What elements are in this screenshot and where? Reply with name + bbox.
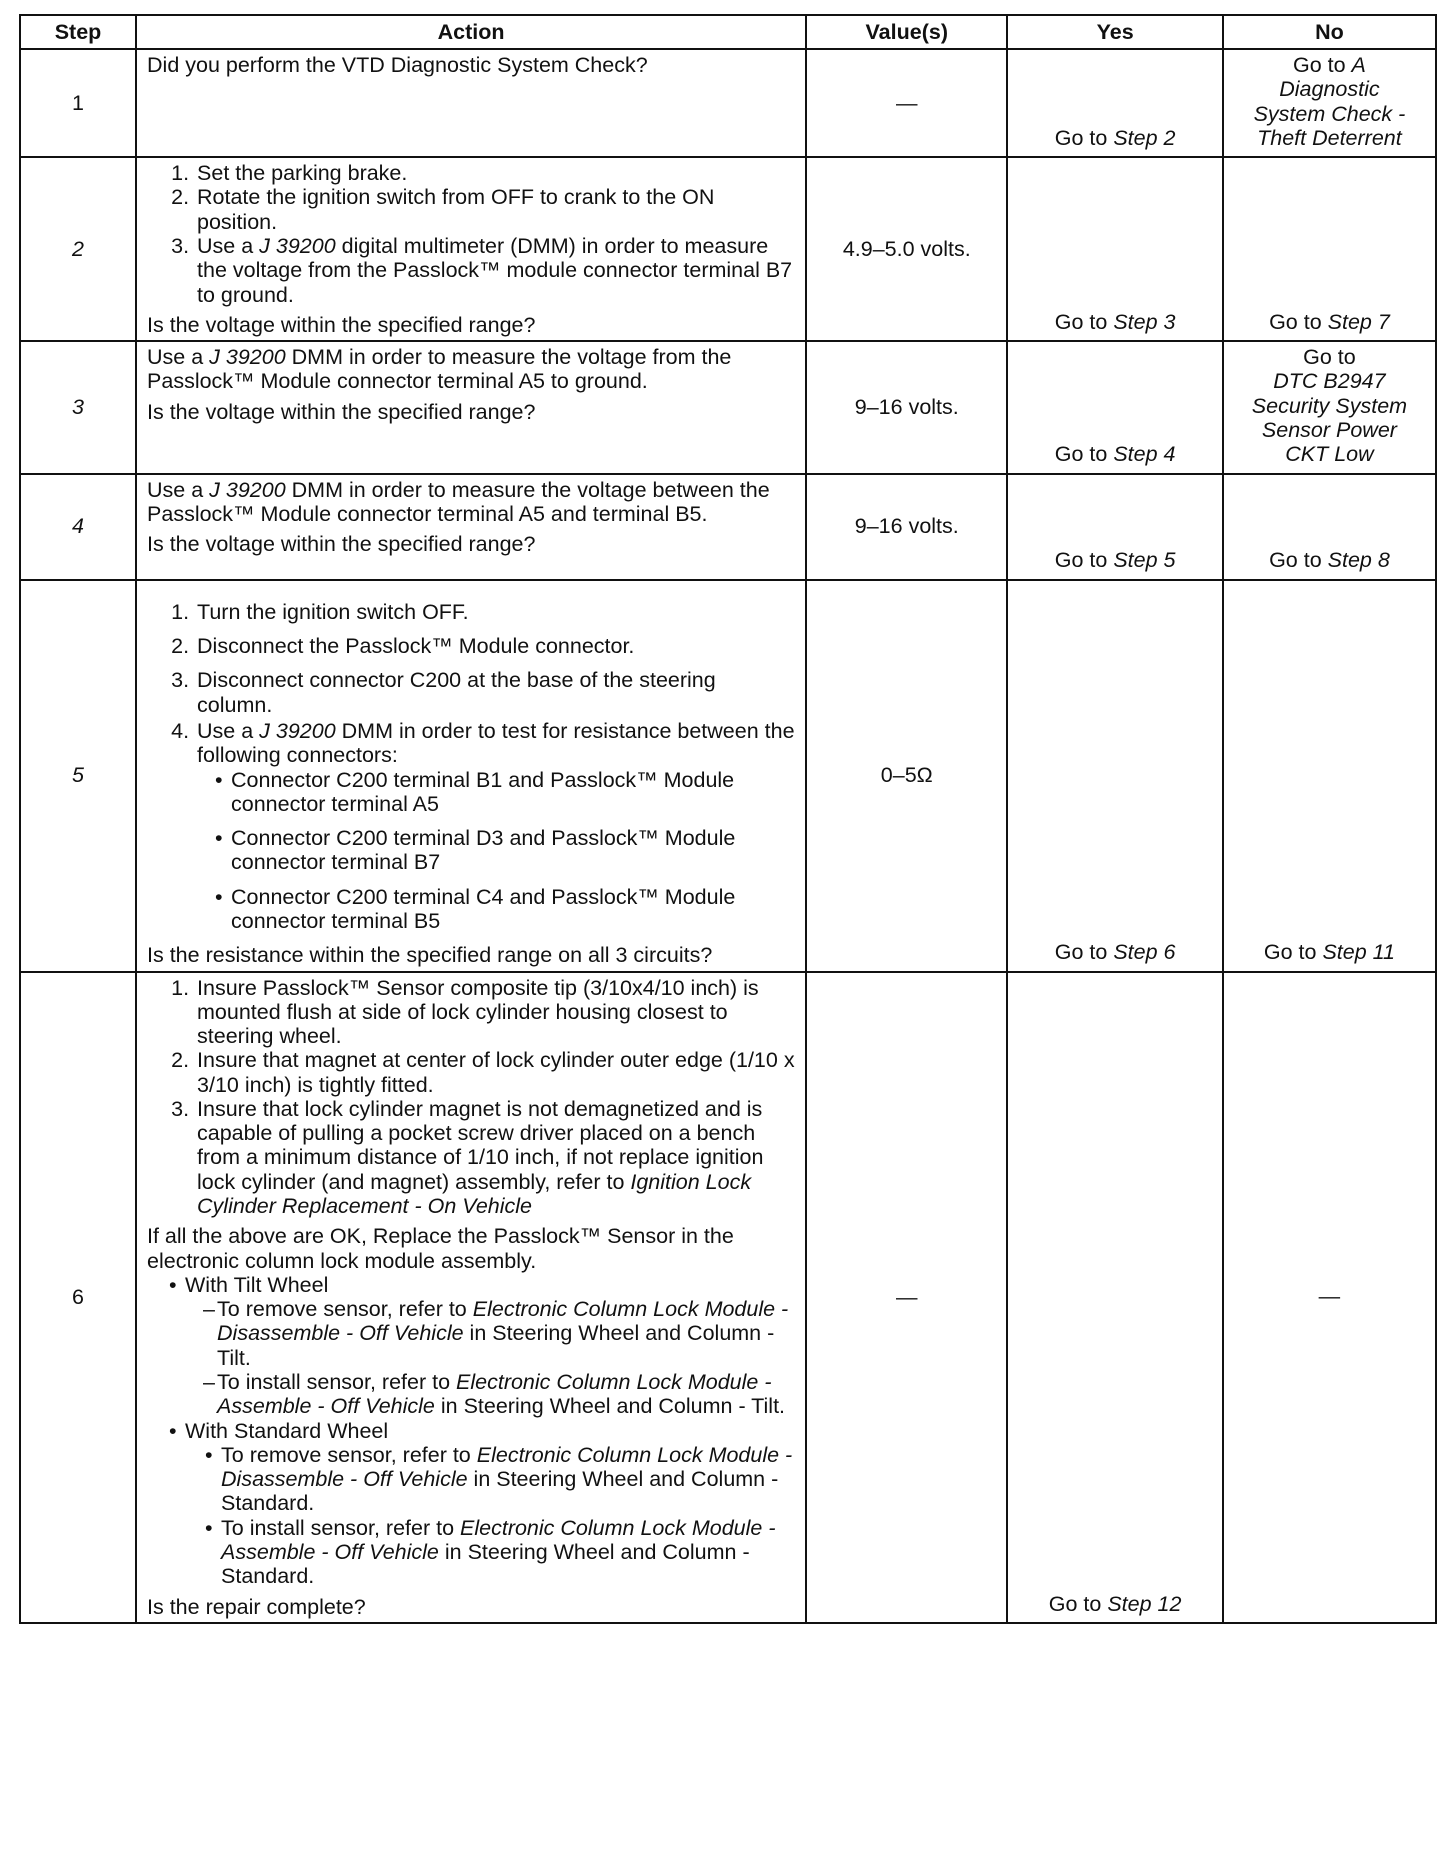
action-item: 2. Insure that magnet at center of lock cylinder outer edge (1/10 x 3/10 inch) is tightly fitted. bbox=[195, 1048, 795, 1097]
yes-link[interactable]: Step 6 bbox=[1113, 940, 1176, 965]
tool-ref: J 39200 bbox=[209, 345, 286, 370]
connector-item: • Connector C200 terminal B1 and Passlock™ Module connector terminal A5 bbox=[231, 768, 795, 817]
table-row bbox=[20, 972, 1436, 1623]
no-cell bbox=[1223, 49, 1436, 157]
yes-cell: Go to Step 3 bbox=[1007, 157, 1222, 341]
action-item: 1. Turn the ignition switch OFF. bbox=[195, 600, 795, 624]
yes-link[interactable]: Step 3 bbox=[1113, 309, 1176, 334]
question: Is the voltage within the specified range? bbox=[147, 312, 536, 337]
action-list bbox=[147, 161, 795, 307]
table-row bbox=[20, 580, 1436, 972]
value-cell: 4.9–5.0 volts. bbox=[806, 157, 1007, 341]
yes-cell: Go to Step 4 bbox=[1007, 341, 1222, 473]
procedure-ref: Electronic Column Lock Module - Disassemble - Off Vehicle bbox=[221, 1442, 793, 1492]
table-row bbox=[20, 474, 1436, 580]
no-link[interactable]: A Diagnostic System Check - Theft Deterrent bbox=[1253, 53, 1406, 150]
table-row bbox=[20, 49, 1436, 157]
action-cell bbox=[136, 157, 806, 341]
header-step: Step bbox=[20, 15, 136, 49]
action-item: 1. Set the parking brake. bbox=[195, 161, 795, 185]
connector-item: • Connector C200 terminal D3 and Passlock™ Module connector terminal B7 bbox=[231, 826, 795, 875]
no-prefix: Go to bbox=[1292, 53, 1352, 77]
action-text: Use a J 39200 DMM in order to measure the voltage from the Passlock™ Module connector terminal A5 to ground. bbox=[147, 345, 732, 394]
value-cell: 9–16 volts. bbox=[806, 474, 1007, 580]
tool-ref: J 39200 bbox=[259, 233, 336, 258]
no-link[interactable]: Step 8 bbox=[1327, 548, 1390, 573]
yes-link[interactable]: Step 12 bbox=[1107, 1591, 1182, 1616]
step-number: 5 bbox=[20, 580, 136, 972]
yes-link[interactable]: Step 4 bbox=[1113, 442, 1176, 467]
yes-link[interactable]: Step 5 bbox=[1113, 548, 1176, 573]
table-row bbox=[20, 157, 1436, 341]
no-link[interactable]: Step 7 bbox=[1327, 309, 1390, 334]
value-cell: — bbox=[806, 49, 1007, 157]
procedure-item: – To install sensor, refer to Electronic Column Lock Module - Assemble - Off Vehicle in Steering Wheel and Column - Tilt. bbox=[205, 1370, 795, 1419]
question: Is the voltage within the specified range? bbox=[147, 399, 536, 424]
action-cell bbox=[136, 341, 806, 473]
no-cell: Go to Step 8 bbox=[1223, 474, 1436, 580]
no-cell: Go to Step 7 bbox=[1223, 157, 1436, 341]
table-row bbox=[20, 341, 1436, 473]
no-prefix: Go to bbox=[1303, 345, 1356, 370]
step-number: 6 bbox=[20, 972, 136, 1623]
step-number: 3 bbox=[20, 341, 136, 473]
action-item: 1. Insure Passlock™ Sensor composite tip (3/10x4/10 inch) is mounted flush at side of lock cylinder housing closest to steering wheel. bbox=[195, 976, 795, 1049]
yes-prefix: Go to bbox=[1054, 125, 1114, 150]
tilt-procedures bbox=[185, 1297, 795, 1418]
step-number: 1 bbox=[20, 49, 136, 157]
action-cell bbox=[136, 972, 806, 1623]
wheel-option: • With Standard Wheel • To remove sensor, refer to Electronic Column Lock Module - Disassemble - Off Vehicle in Steering Wheel and Column - Standard. • To install sensor, refer to Electronic Column Lock Module - Assemble - Off Vehicle in Steering Wheel and Column - Standard. bbox=[185, 1419, 795, 1589]
action-item: 3. Disconnect connector C200 at the base of the steering column. bbox=[195, 668, 795, 717]
header-row bbox=[20, 15, 1436, 49]
procedure-item: • To remove sensor, refer to Electronic Column Lock Module - Disassemble - Off Vehicle in Steering Wheel and Column - Standard. bbox=[221, 1443, 795, 1516]
diagnostic-table bbox=[19, 14, 1437, 1624]
procedure-ref: Electronic Column Lock Module - Assemble - Off Vehicle bbox=[221, 1515, 776, 1564]
question: Is the voltage within the specified range? bbox=[147, 532, 536, 557]
connector-list bbox=[197, 768, 795, 934]
yes-cell: Go to Step 5 bbox=[1007, 474, 1222, 580]
header-yes: Yes bbox=[1007, 15, 1222, 49]
wheel-option: • With Tilt Wheel – To remove sensor, refer to Electronic Column Lock Module - Disassemble - Off Vehicle in Steering Wheel and Column - Tilt. – To install sensor, refer to Electronic Column Lock Module - Assemble - Off Vehicle in Steering Wheel and Column - Tilt. bbox=[185, 1273, 795, 1419]
tool-ref: J 39200 bbox=[209, 477, 286, 502]
value-cell: — bbox=[806, 972, 1007, 1623]
no-link[interactable]: DTC B2947 Security System Sensor Power CKT Low bbox=[1251, 369, 1408, 467]
yes-cell: Go to Step 6 bbox=[1007, 580, 1222, 972]
value-cell: 9–16 volts. bbox=[806, 341, 1007, 473]
procedure-ref: Electronic Column Lock Module - Disassemble - Off Vehicle bbox=[217, 1297, 789, 1346]
header-value: Value(s) bbox=[806, 15, 1007, 49]
yes-cell: Go to Step 12 bbox=[1007, 972, 1222, 1623]
procedure-item: – To remove sensor, refer to Electronic Column Lock Module - Disassemble - Off Vehicle in Steering Wheel and Column - Tilt. bbox=[205, 1297, 795, 1370]
action-list bbox=[147, 600, 795, 933]
tool-ref: J 39200 bbox=[259, 718, 336, 743]
action-cell bbox=[136, 49, 806, 157]
no-cell bbox=[1223, 341, 1436, 473]
procedure-item: • To install sensor, refer to Electronic Column Lock Module - Assemble - Off Vehicle in Steering Wheel and Column - Standard. bbox=[221, 1516, 795, 1589]
action-text: Did you perform the VTD Diagnostic System Check? bbox=[147, 53, 648, 77]
value-cell: 0–5Ω bbox=[806, 580, 1007, 972]
yes-cell bbox=[1007, 49, 1222, 157]
step-number: 4 bbox=[20, 474, 136, 580]
procedure-ref: Electronic Column Lock Module - Assemble - Off Vehicle bbox=[217, 1370, 772, 1419]
action-text: Use a J 39200 DMM in order to measure the voltage between the Passlock™ Module connector terminal A5 and terminal B5. bbox=[147, 477, 770, 526]
yes-link[interactable]: Step 2 bbox=[1113, 125, 1176, 150]
step-number: 2 bbox=[20, 157, 136, 341]
action-item: 2. Disconnect the Passlock™ Module connector. bbox=[195, 634, 795, 658]
question: Is the resistance within the specified range on all 3 circuits? bbox=[147, 943, 713, 968]
action-list bbox=[147, 976, 795, 1219]
action-cell bbox=[136, 474, 806, 580]
standard-procedures bbox=[185, 1443, 795, 1589]
procedure-ref: Ignition Lock Cylinder Replacement - On Vehicle bbox=[197, 1169, 752, 1219]
action-item: 3. Insure that lock cylinder magnet is not demagnetized and is capable of pulling a pocket screw driver placed on a bench from a minimum distance of 1/10 inch, if not replace ignition lock cylinder (and magnet) assembly, refer to Ignition Lock Cylinder Replacement - On Vehicle bbox=[195, 1097, 795, 1218]
no-link[interactable]: Step 11 bbox=[1322, 940, 1395, 965]
replace-instruction: If all the above are OK, Replace the Passlock™ Sensor in the electronic column lock module assembly. bbox=[147, 1224, 734, 1273]
header-action: Action bbox=[136, 15, 806, 49]
action-cell bbox=[136, 580, 806, 972]
wheel-options bbox=[147, 1273, 795, 1589]
no-cell: Go to Step 11 bbox=[1223, 580, 1436, 972]
question: Is the repair complete? bbox=[147, 1594, 366, 1619]
action-item: 2. Rotate the ignition switch from OFF to crank to the ON position. bbox=[195, 185, 795, 234]
action-item: 4. Use a J 39200 DMM in order to test for resistance between the following connectors: • Connector C200 terminal B1 and Passlock™ Module connector terminal A5 • Connector C200 terminal D3 and Passlock™ Module connector terminal B7 • Connector C200 terminal C4 and Passlock™ Module connector terminal B5 bbox=[195, 719, 795, 933]
no-cell: — bbox=[1223, 972, 1436, 1623]
header-no: No bbox=[1223, 15, 1436, 49]
connector-item: • Connector C200 terminal C4 and Passlock™ Module connector terminal B5 bbox=[231, 885, 795, 934]
action-item: 3. Use a J 39200 digital multimeter (DMM) in order to measure the voltage from the Passlock™ module connector terminal B7 to ground. bbox=[195, 234, 795, 307]
